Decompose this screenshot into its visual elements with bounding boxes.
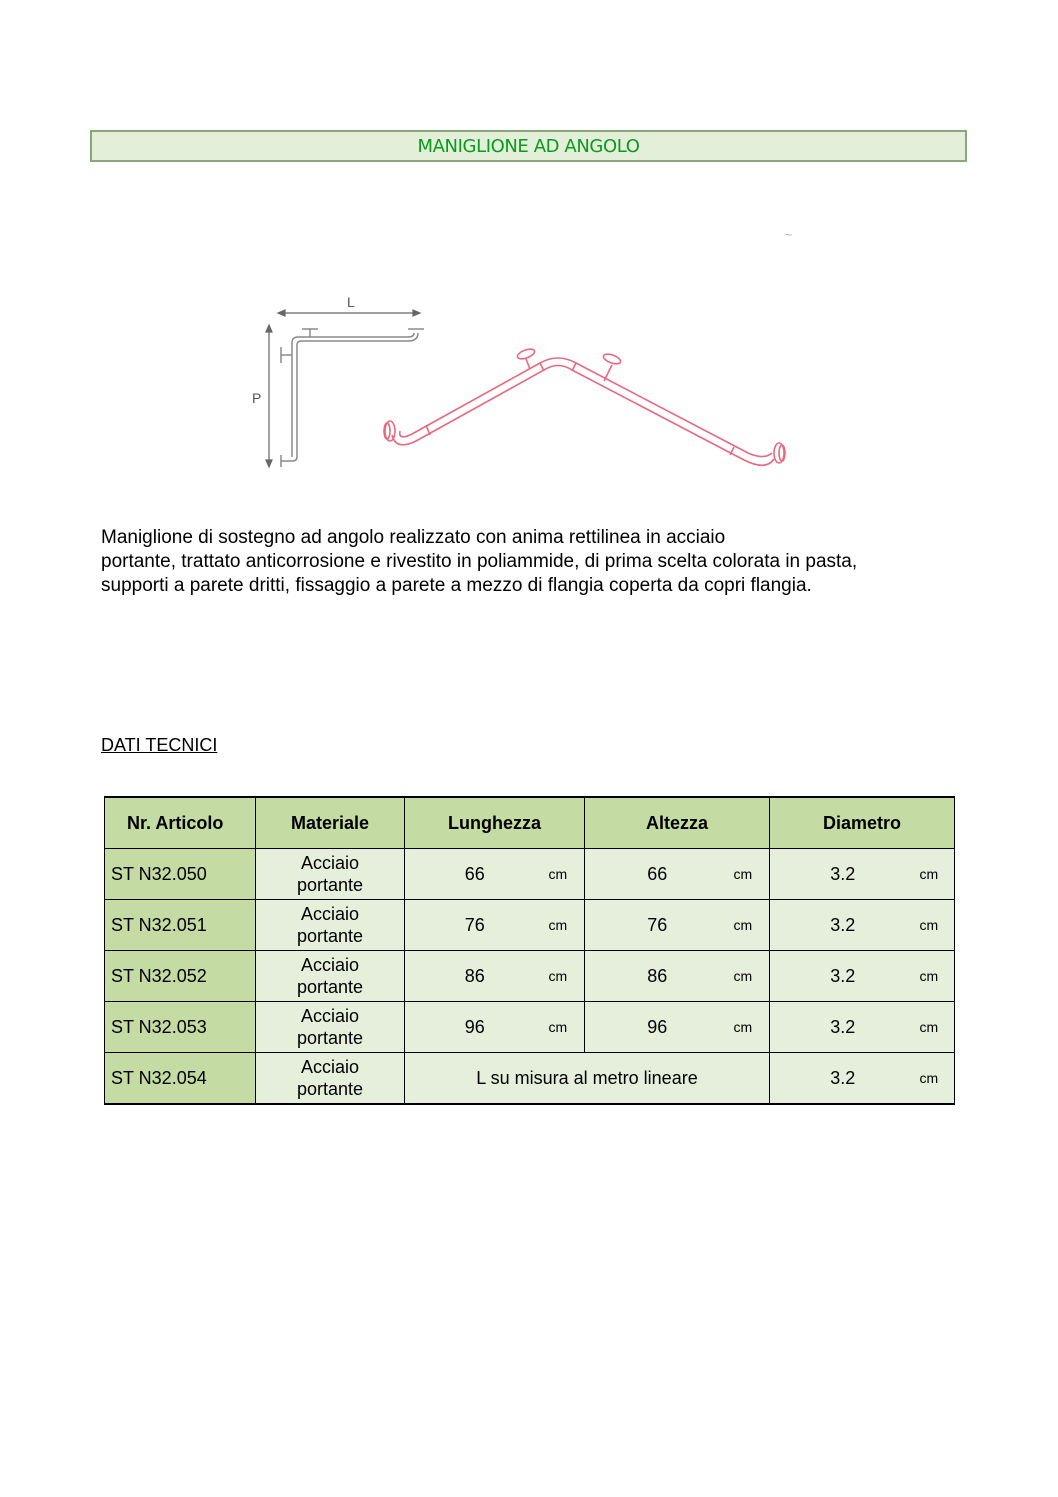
- document-title-banner: [90, 130, 967, 162]
- product-description: [101, 526, 981, 598]
- table-row: [105, 849, 955, 900]
- cell-diameter-unit: cm: [916, 900, 955, 951]
- header-length: Lunghezza: [405, 797, 585, 849]
- description-line: Maniglione di sostegno ad angolo realizzato con anima rettilinea in acciaio: [101, 527, 726, 548]
- cell-material: [256, 951, 405, 1002]
- cell-diameter: 3.2: [770, 1053, 916, 1105]
- cell-custom-length: L su misura al metro lineare: [405, 1053, 770, 1105]
- cell-height: 66: [585, 849, 730, 900]
- cell-length: 76: [405, 900, 545, 951]
- cell-diameter-unit: cm: [916, 951, 955, 1002]
- header-height: Altezza: [585, 797, 770, 849]
- cell-code: ST N32.050: [105, 849, 256, 900]
- header-material: Materiale: [256, 797, 405, 849]
- material-line: Acciaio: [300, 1006, 360, 1026]
- material-line: Acciaio: [300, 904, 360, 924]
- cell-height-unit: cm: [730, 951, 770, 1002]
- table-row: [105, 1002, 955, 1053]
- cell-length-unit: cm: [545, 900, 585, 951]
- cell-length: 66: [405, 849, 545, 900]
- height-label: P: [252, 390, 262, 406]
- table-header-row: [105, 797, 955, 849]
- cell-code: ST N32.051: [105, 900, 256, 951]
- material-line: portante: [296, 875, 364, 895]
- cell-code: ST N32.054: [105, 1053, 256, 1105]
- material-line: Acciaio: [300, 1057, 360, 1077]
- top-view-bar: [281, 329, 424, 467]
- cell-material: [256, 900, 405, 951]
- material-line: Acciaio: [300, 955, 360, 975]
- technical-data-table: [104, 796, 955, 1105]
- cell-length-unit: cm: [545, 849, 585, 900]
- cell-height-unit: cm: [730, 849, 770, 900]
- cell-code: ST N32.053: [105, 1002, 256, 1053]
- cell-diameter-unit: cm: [916, 849, 955, 900]
- header-code: Nr. Articolo: [105, 797, 256, 849]
- cell-diameter: 3.2: [770, 1002, 916, 1053]
- table-row: [105, 951, 955, 1002]
- table-row: [105, 1053, 955, 1105]
- cell-height-unit: cm: [730, 900, 770, 951]
- cell-height: 96: [585, 1002, 730, 1053]
- header-diameter: Diametro: [770, 797, 955, 849]
- cell-material: [256, 849, 405, 900]
- cell-diameter: 3.2: [770, 849, 916, 900]
- length-label: L: [347, 294, 355, 310]
- material-line: Acciaio: [300, 853, 360, 873]
- cell-material: [256, 1053, 405, 1105]
- cell-length-unit: cm: [545, 951, 585, 1002]
- cell-diameter: 3.2: [770, 900, 916, 951]
- angled-handle-illustration: [384, 347, 785, 465]
- height-dimension: [266, 325, 272, 467]
- technical-data-heading: DATI TECNICI: [101, 735, 218, 755]
- cell-diameter-unit: cm: [916, 1002, 955, 1053]
- cell-length-unit: cm: [545, 1002, 585, 1053]
- cell-material: [256, 1002, 405, 1053]
- cell-length: 86: [405, 951, 545, 1002]
- cell-length: 96: [405, 1002, 545, 1053]
- table-row: [105, 900, 955, 951]
- material-line: portante: [296, 1079, 364, 1099]
- material-line: portante: [296, 926, 364, 946]
- document-title: MANIGLIONE AD ANGOLO: [417, 135, 640, 157]
- cell-code: ST N32.052: [105, 951, 256, 1002]
- description-line: supporti a parete dritti, fissaggio a parete a mezzo di flangia coperta da copri flangia.: [101, 575, 812, 596]
- material-line: portante: [296, 1028, 364, 1048]
- cell-height: 76: [585, 900, 730, 951]
- material-line: portante: [296, 977, 364, 997]
- stray-mark: ~: [785, 228, 793, 242]
- description-line: portante, trattato anticorrosione e rivestito in poliammide, di prima scelta colorata in pasta,: [101, 551, 858, 572]
- cell-height: 86: [585, 951, 730, 1002]
- length-dimension: [278, 310, 420, 316]
- product-drawing: [240, 285, 800, 485]
- cell-height-unit: cm: [730, 1002, 770, 1053]
- cell-diameter-unit: cm: [916, 1053, 955, 1105]
- cell-diameter: 3.2: [770, 951, 916, 1002]
